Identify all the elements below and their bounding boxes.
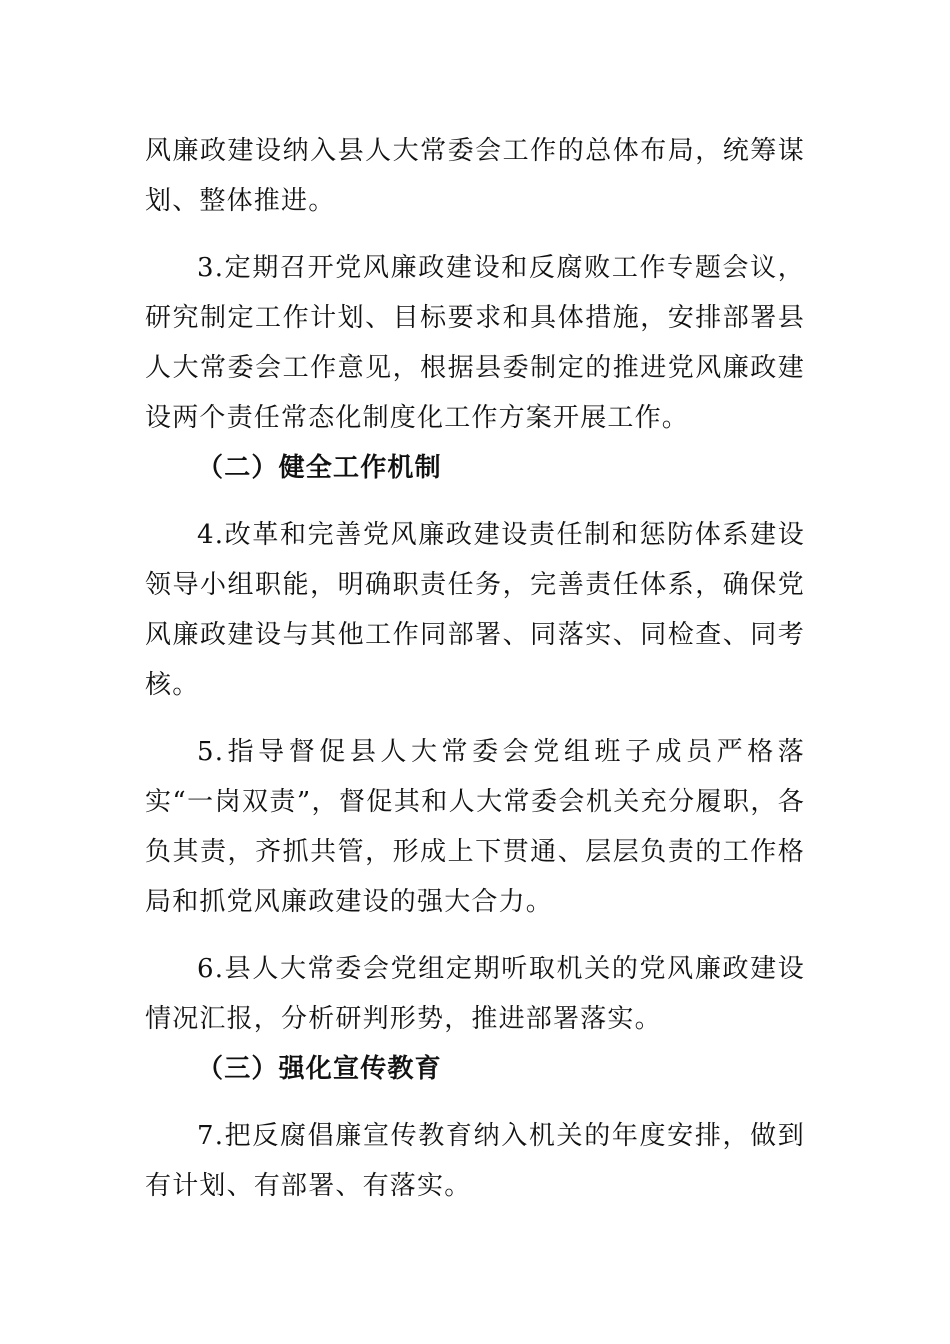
paragraph-item-4: 4.改革和完善党风廉政建设责任制和惩防体系建设领导小组职能，明确职责任务，完善责任体系，确保党风廉政建设与其他工作同部署、同落实、同检查、同考核。 <box>145 520 805 700</box>
paragraph-item-3: 3.定期召开党风廉政建设和反腐败工作专题会议，研究制定工作计划、目标要求和具体措施，安排部署县人大常委会工作意见，根据县委制定的推进党风廉政建设两个责任常态化制度化工作方案开展工作。 <box>145 253 805 433</box>
paragraph-item-5: 5.指导督促县人大常委会党组班子成员严格落实“一岗双责”，督促其和人大常委会机关充分履职，各负其责，齐抓共管，形成上下贯通、层层负责的工作格局和抓党风廉政建设的强大合力。 <box>145 737 805 917</box>
document-body <box>145 126 805 1211</box>
paragraph-item-7: 7.把反腐倡廉宣传教育纳入机关的年度安排，做到有计划、有部署、有落实。 <box>145 1121 805 1201</box>
section-heading-2: （二）健全工作机制 <box>197 453 442 483</box>
paragraph-item-6: 6.县人大常委会党组定期听取机关的党风廉政建设情况汇报，分析研判形势，推进部署落实。 <box>145 954 805 1034</box>
paragraph-continuation: 风廉政建设纳入县人大常委会工作的总体布局，统筹谋划、整体推进。 <box>145 136 805 216</box>
section-heading-3: （三）强化宣传教育 <box>197 1054 442 1084</box>
